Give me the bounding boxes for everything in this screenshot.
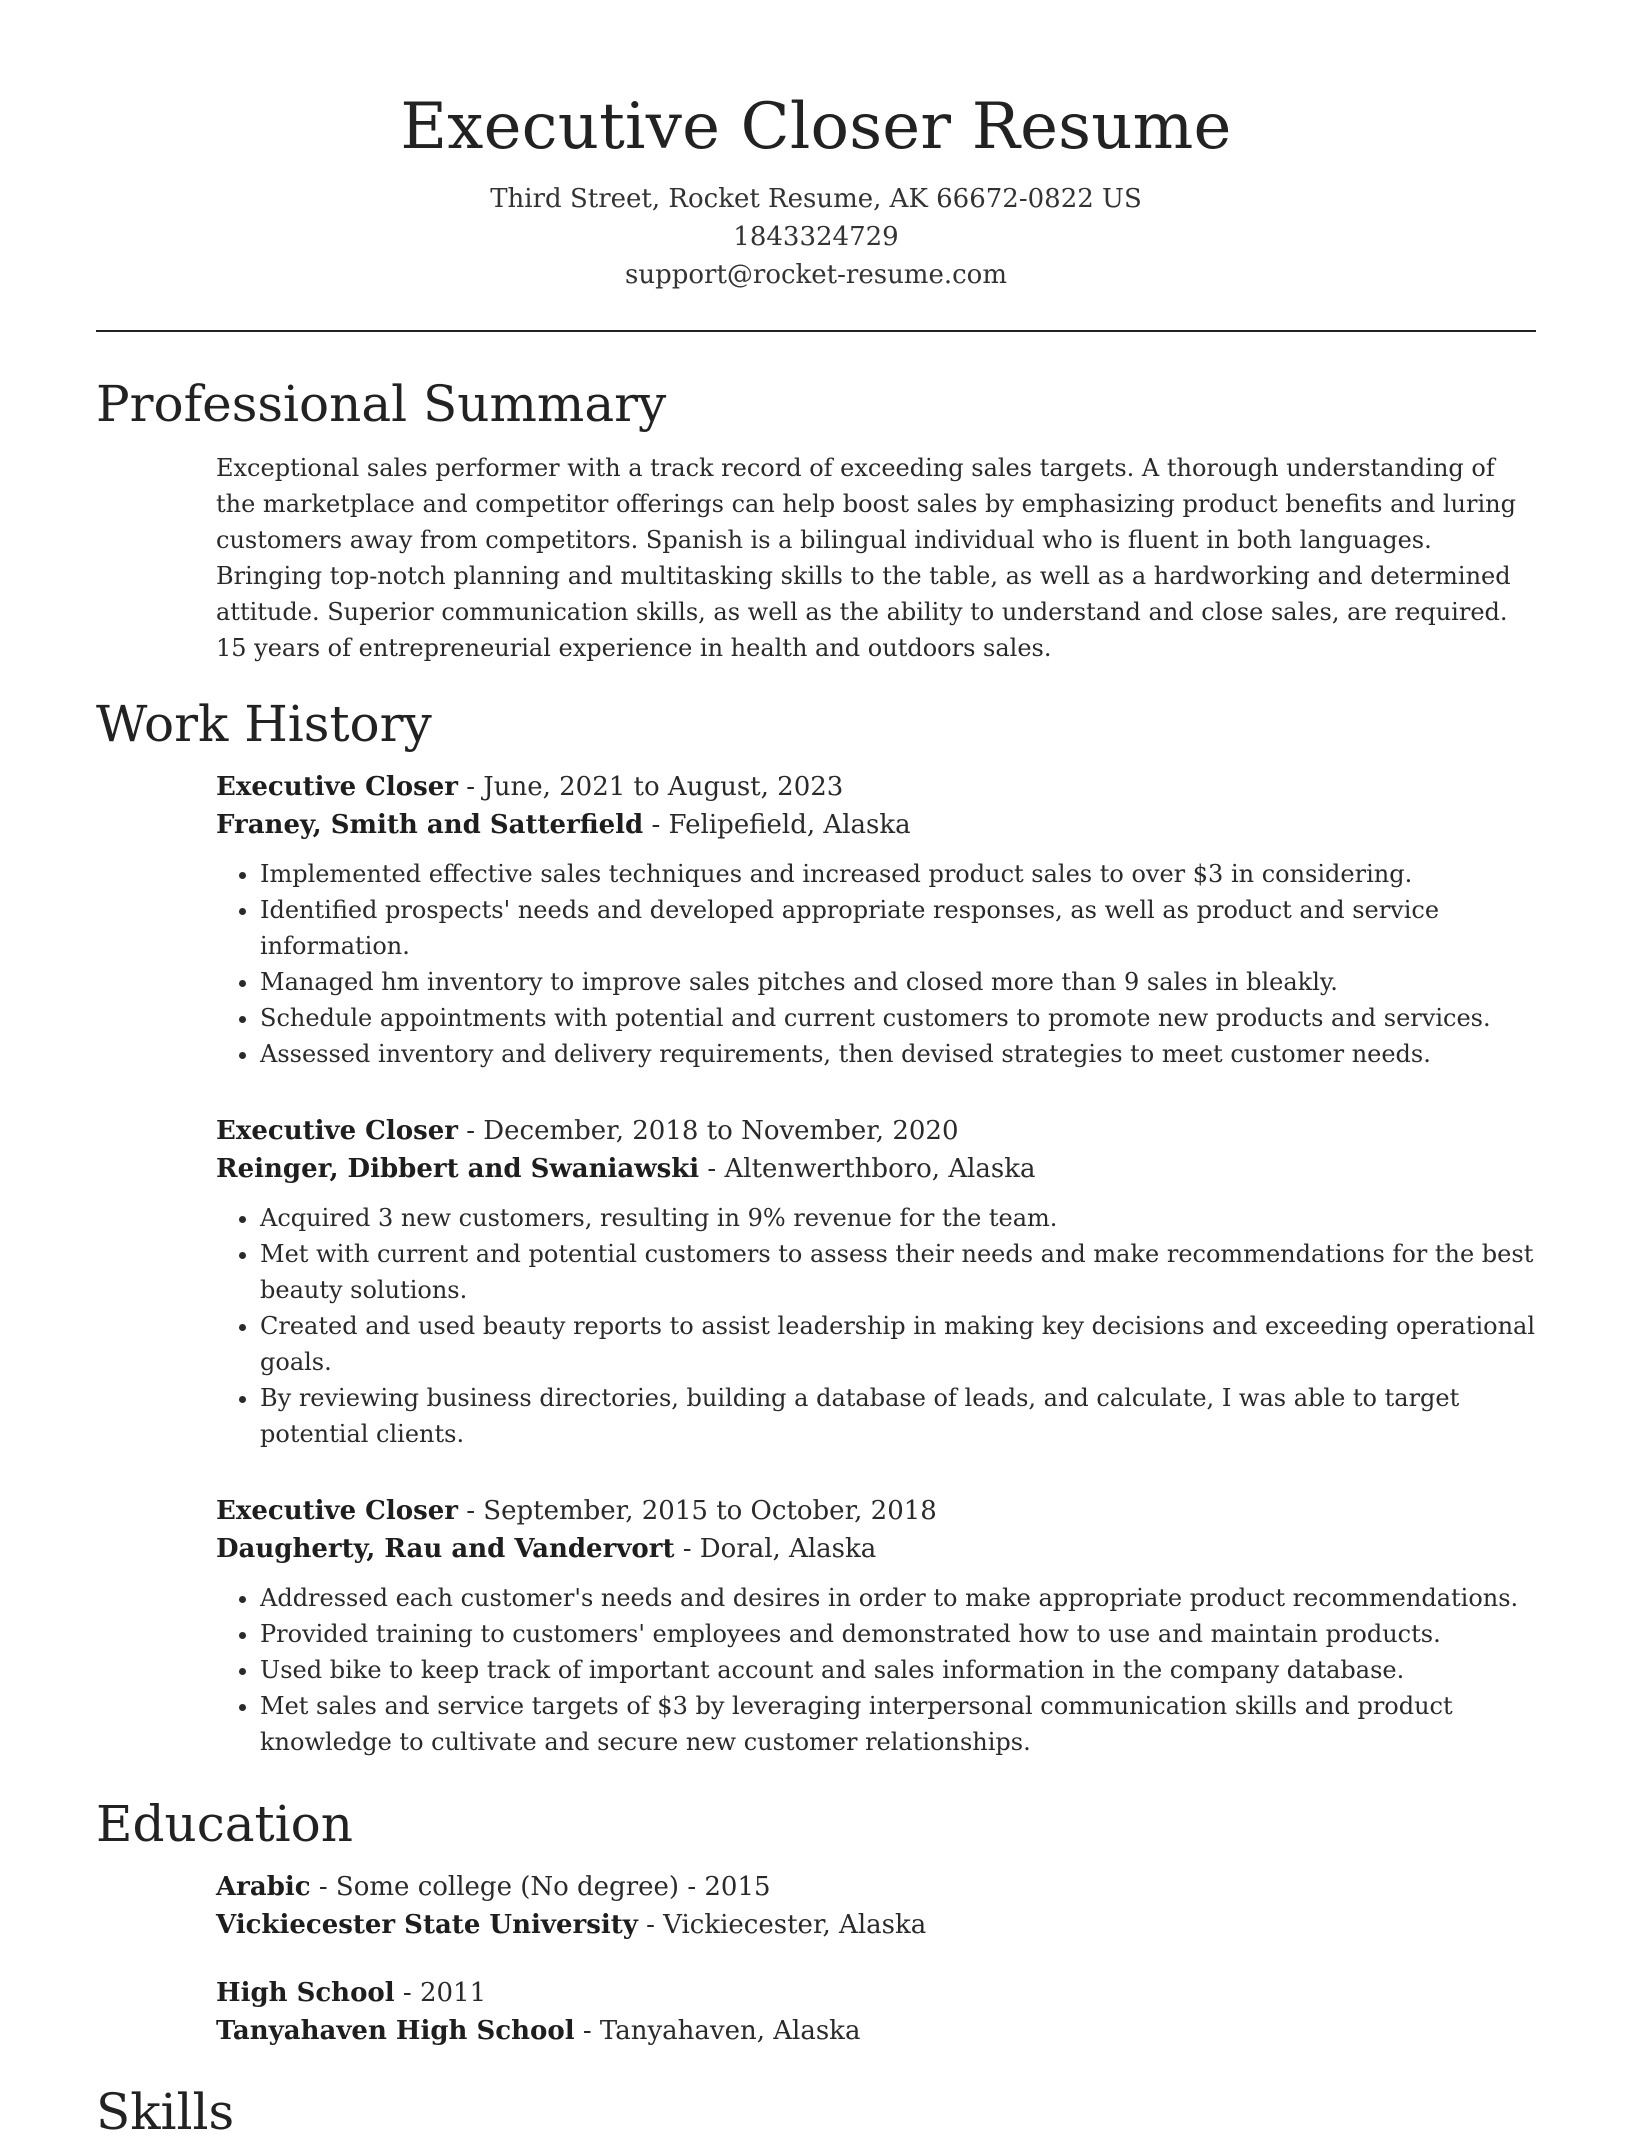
list-item: • Assessed inventory and delivery requirements, then devised strategies to meet customer needs.: [260, 1036, 1536, 1072]
education-school: Vickiecester State University: [216, 1910, 638, 1940]
job-dates: - December, 2018 to November, 2020: [457, 1116, 959, 1146]
education-degree: Arabic: [216, 1872, 311, 1902]
education-school: Tanyahaven High School: [216, 2016, 575, 2046]
education-degree-line: [216, 1974, 1536, 2012]
education-degree-line: [216, 1868, 1536, 1906]
education-degree: High School: [216, 1978, 395, 2008]
job-dates: - June, 2021 to August, 2023: [457, 772, 844, 802]
job-location: - Altenwerthboro, Alaska: [699, 1154, 1036, 1184]
list-item: • Provided training to customers' employees and demonstrated how to use and maintain products.: [260, 1616, 1536, 1652]
resume-header: [96, 0, 1536, 294]
job-company-line: [216, 1530, 1536, 1568]
contact-email: support@rocket-resume.com: [624, 260, 1007, 290]
job-entry: [216, 1492, 1536, 1760]
job-title: Executive Closer: [216, 1116, 458, 1146]
list-item: • Managed hm inventory to improve sales pitches and closed more than 9 sales in bleakly.: [260, 964, 1536, 1000]
education-school-line: [216, 2012, 1536, 2050]
job-company-line: [216, 806, 1536, 844]
list-item: • Met with current and potential customers to assess their needs and make recommendations for the best beauty solutions.: [260, 1236, 1536, 1308]
education-location: - Vickiecester, Alaska: [637, 1910, 927, 1940]
resume-title: Executive Closer Resume: [400, 90, 1232, 164]
job-title-line: [216, 1492, 1536, 1530]
job-location: - Felipefield, Alaska: [643, 810, 911, 840]
education-detail: - 2011: [394, 1978, 487, 2008]
job-title: Executive Closer: [216, 1496, 458, 1526]
education-section: [96, 1792, 1536, 2050]
list-item: • Addressed each customer's needs and desires in order to make appropriate product recommendations.: [260, 1580, 1536, 1616]
list-item: • Identified prospects' needs and developed appropriate responses, as well as product and service information.: [260, 892, 1536, 964]
job-title-line: [216, 1112, 1536, 1150]
education-location: - Tanyahaven, Alaska: [574, 2016, 861, 2046]
list-item: • Schedule appointments with potential and current customers to promote new products and services.: [260, 1000, 1536, 1036]
education-entry: [216, 1868, 1536, 1944]
job-entry: [216, 1112, 1536, 1452]
work-history-heading: Work History: [96, 695, 432, 753]
contact-address: Third Street, Rocket Resume, AK 66672-0822 US: [490, 184, 1142, 214]
list-item: • Created and used beauty reports to assist leadership in making key decisions and exceeding operational goals.: [260, 1308, 1536, 1380]
work-history-section: [96, 692, 1536, 1760]
job-duties-list: [216, 856, 1536, 1072]
job-company: Reinger, Dibbert and Swaniawski: [216, 1154, 700, 1184]
list-item: • Used bike to keep track of important account and sales information in the company database.: [260, 1652, 1536, 1688]
job-title-line: [216, 768, 1536, 806]
job-entry: [216, 768, 1536, 1072]
job-dates: - September, 2015 to October, 2018: [457, 1496, 937, 1526]
education-detail: - Some college (No degree) - 2015: [310, 1872, 771, 1902]
header-divider: [96, 330, 1536, 332]
job-title: Executive Closer: [216, 772, 458, 802]
education-heading: Education: [96, 1795, 353, 1853]
skills-heading: Skills: [96, 2083, 235, 2141]
list-item: • By reviewing business directories, building a database of leads, and calculate, I was able to target potential clients.: [260, 1380, 1536, 1452]
contact-phone: 1843324729: [733, 222, 899, 252]
job-company: Daugherty, Rau and Vandervort: [216, 1534, 675, 1564]
job-duties-list: [216, 1580, 1536, 1760]
list-item: • Met sales and service targets of $3 by leveraging interpersonal communication skills and product knowledge to cultivate and secure new customer relationships.: [260, 1688, 1536, 1760]
summary-text: Exceptional sales performer with a track record of exceeding sales targets. A thorough understanding of the marketplace and competitor offerings can help boost sales by emphasizing product benefits and luring customers away from competitors. Spanish is a bilingual individual who is fluent in both languages. Bringing top-notch planning and multitasking skills to the table, as well as a hardworking and determined attitude. Superior communication skills, as well as the ability to understand and close sales, are required. 15 years of entrepreneurial experience in health and outdoors sales.: [216, 454, 1516, 662]
job-company: Franey, Smith and Satterfield: [216, 810, 644, 840]
contact-info: [96, 180, 1536, 294]
summary-section: [96, 372, 1536, 666]
skills-section: [96, 2080, 1536, 2144]
summary-heading: Professional Summary: [96, 375, 667, 433]
resume-page: [96, 0, 1536, 2144]
education-school-line: [216, 1906, 1536, 1944]
list-item: • Implemented effective sales techniques and increased product sales to over $3 in considering.: [260, 856, 1536, 892]
job-company-line: [216, 1150, 1536, 1188]
list-item: • Acquired 3 new customers, resulting in 9% revenue for the team.: [260, 1200, 1536, 1236]
education-entry: [216, 1974, 1536, 2050]
job-duties-list: [216, 1200, 1536, 1452]
job-location: - Doral, Alaska: [674, 1534, 877, 1564]
